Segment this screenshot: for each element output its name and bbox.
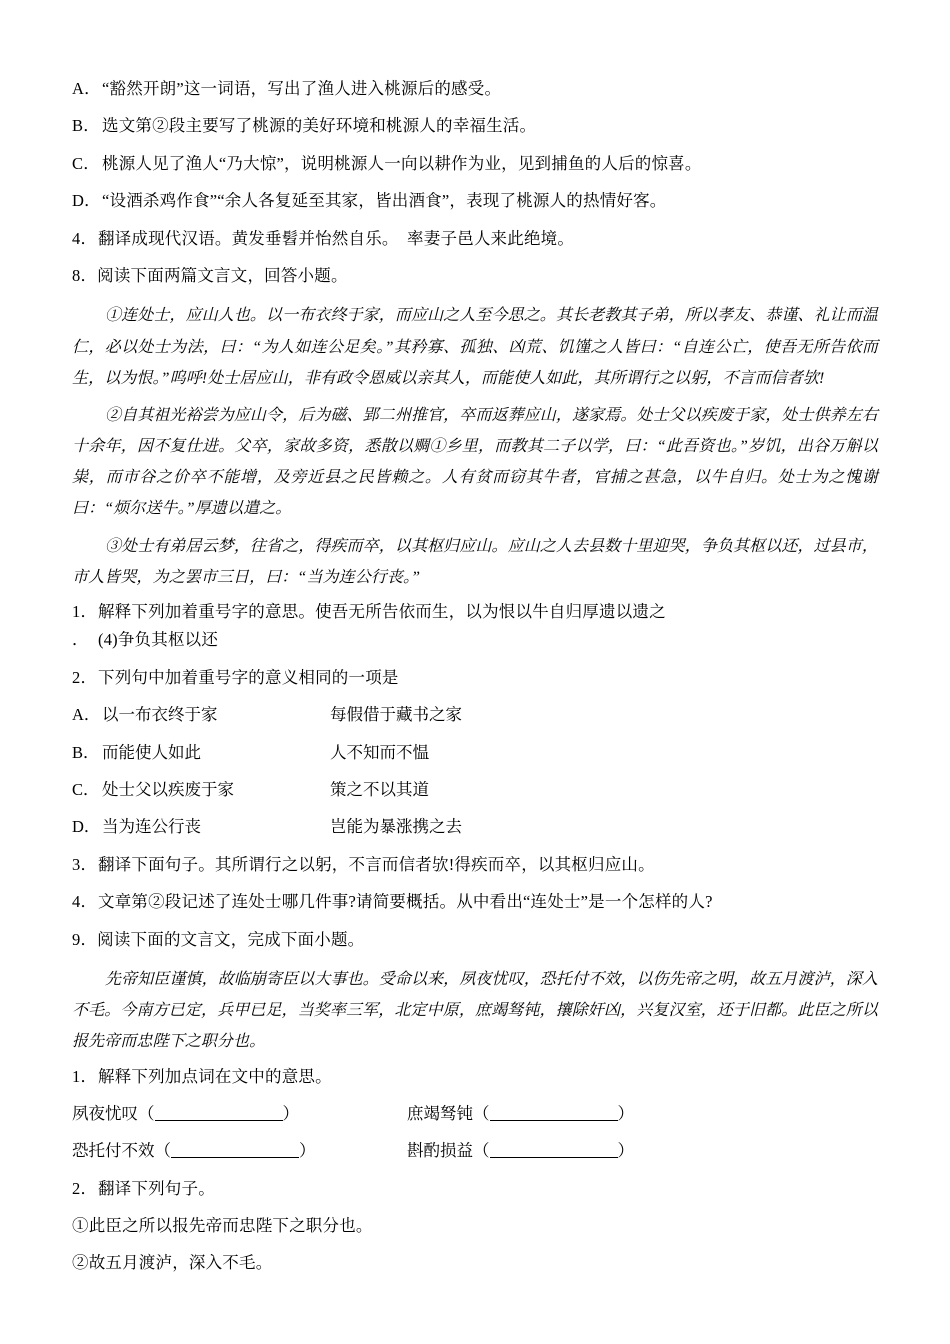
fill-row-2-right-close: ） (617, 1141, 634, 1161)
choice-c (72, 151, 878, 177)
choice-c-label: C． (72, 153, 100, 173)
question-9-translate-1: ①此臣之所以报先帝而忠陛下之职分也。 (72, 1216, 373, 1236)
choices-top-block (72, 76, 878, 215)
question-8-item-3-number: 3． (72, 854, 98, 874)
choice-c-text: 桃源人见了渔人“乃大惊”，说明桃源人一向以耕作为业，见到捕鱼的人后的惊喜。 (102, 153, 702, 173)
passage-8-paragraph-1: ①连处士，应山人也。以一布衣终于家，而应山之人至今思之。其长老教其子弟，所以孝友、恭谨、礼让而温仁，必以处士为法，曰：“为人如连公足矣。”其矜寡、孤独、凶荒、饥馑之人皆曰：“自连公亡，使吾无所告依而生，以为恨。”呜呼!处士居应山，非有政令恩威以亲其人，而能使人如此，其所谓行之以躬，不言而信者欤! (72, 307, 878, 387)
fill-row-1-right-blank[interactable] (490, 1103, 618, 1121)
question-8-item-2-text: 下列句中加着重号字的意义相同的一项是 (98, 667, 399, 687)
fill-row-1-left-blank[interactable] (155, 1103, 283, 1121)
option-pair-d (72, 814, 878, 840)
question-9-text: 阅读下面的文言文，完成下面小题。 (97, 929, 365, 949)
passage-8-paragraph-3: ③处士有弟居云梦，往省之，得疾而卒，以其枢归应山。应山之人去县数十里迎哭，争负其枢以还，过县市，市人皆哭，为之罢市三日，曰：“当为连公行丧。” (72, 537, 878, 586)
question-8-item-1-number: 1． (72, 602, 98, 622)
question-8-item-2 (72, 665, 878, 691)
question-4-top-number: 4． (72, 228, 98, 248)
fill-row-1-left-label: 夙夜忧叹（ (72, 1103, 155, 1123)
question-9-item-2-text: 翻译下列句子。 (98, 1178, 215, 1198)
fill-row-1-left-close: ） (282, 1103, 299, 1123)
fill-row-2-left-close: ） (299, 1141, 316, 1161)
option-pair-d-label: D． (72, 817, 101, 837)
passage-8-paragraph-2: ②自其祖光裕尝为应山令，后为磁、郢二州推官，卒而返葬应山，遂家焉。处士父以疾废于家，处士供养左右十余年，因不复仕进。父卒，家故多资，悉散以赒①乡里，而教其二子以学，曰：“此吾资也。”岁饥，出谷万斛以粜，而市谷之价卒不能增，及旁近县之民皆赖之。人有贫而窃其牛者，官捕之甚急，以牛自归。处士为之愧谢曰：“烦尔送牛。”厚遗以遣之。 (72, 406, 878, 518)
choice-b-label: B． (72, 116, 100, 136)
fill-row-2-left-label: 恐托付不效（ (72, 1141, 171, 1161)
question-8-item-2-number: 2． (72, 667, 98, 687)
question-9-item-1-number: 1． (72, 1066, 98, 1086)
fill-row-1-right-label: 庶竭驽钝（ (407, 1103, 490, 1123)
question-4-top-text: 翻译成现代汉语。黄发垂髫并怡然自乐。 率妻子邑人来此绝境。 (98, 228, 575, 248)
fill-row-1-right-close: ） (617, 1103, 634, 1123)
question-9-item-1 (72, 1064, 878, 1090)
fill-row-2-left (72, 1138, 407, 1164)
question-9-number: 9． (72, 929, 98, 949)
fill-row-1-right (407, 1101, 742, 1127)
option-pair-d-right: 岂能为暴涨携之去 (330, 817, 462, 837)
question-8-item-3 (72, 852, 878, 878)
question-8-item-4-number: 4． (72, 892, 98, 912)
question-4-top (72, 226, 878, 252)
option-pair-c-label: C． (72, 779, 100, 799)
option-pair-b-right: 人不知而不愠 (330, 742, 429, 762)
question-8-heading (72, 263, 878, 289)
question-9-item-2 (72, 1176, 878, 1202)
fill-row-2-right (407, 1138, 742, 1164)
fill-row-2 (72, 1138, 878, 1164)
fill-row-2-left-blank[interactable] (171, 1141, 299, 1159)
option-pair-b-left: 而能使人如此 (102, 742, 201, 762)
question-8-text: 阅读下面两篇文言文，回答小题。 (97, 265, 348, 285)
option-pair-b (72, 740, 878, 766)
choice-d (72, 188, 878, 214)
choice-d-text: “设酒杀鸡作食”“余人各复延至其家，皆出酒食”，表现了桃源人的热情好客。 (102, 191, 667, 211)
question-8-item-1-text: 解释下列加着重号字的意思。使吾无所告依而生，以为恨以牛自归厚遗以遗之 (98, 602, 666, 622)
question-9-item-1-text: 解释下列加点词在文中的意思。 (98, 1066, 332, 1086)
choice-d-label: D． (72, 191, 101, 211)
fill-row-1-left (72, 1101, 407, 1127)
option-pair-d-left: 当为连公行丧 (102, 817, 201, 837)
question-8-number: 8． (72, 265, 98, 285)
option-pair-a (72, 702, 878, 728)
question-8-item-3-text: 翻译下面句子。其所谓行之以躬，不言而信者欤!得疾而卒，以其枢归应山。 (98, 854, 655, 874)
question-8-item-1 (72, 599, 878, 625)
choice-a-label: A． (72, 79, 101, 98)
question-8-item-1-continued-number: ． (72, 630, 89, 650)
option-pair-a-left: 以一布衣终于家 (102, 705, 218, 725)
fill-row-2-right-blank[interactable] (490, 1141, 618, 1159)
option-pair-c-right: 策之不以其道 (330, 779, 429, 799)
question-9-translate-2: ②故五月渡泸，深入不毛。 (72, 1253, 273, 1273)
choice-a-text: “豁然开朗”这一词语，写出了渔人进入桃源后的感受。 (102, 79, 502, 98)
question-8-item-4 (72, 889, 878, 915)
option-pair-c (72, 777, 878, 803)
question-8-item-1-continued (72, 627, 878, 653)
option-pair-a-right: 每假借于藏书之家 (330, 705, 462, 725)
fill-row-2-right-label: 斟酌损益（ (407, 1141, 490, 1161)
choice-b-text: 选文第②段主要写了桃源的美好环境和桃源人的幸福生活。 (102, 116, 537, 136)
passage-9: 先帝知臣谨慎，故临崩寄臣以大事也。受命以来，夙夜忧叹，恐托付不效，以伤先帝之明，故五月渡泸，深入不毛。今南方已定，兵甲已足，当奖率三军，北定中原，庶竭驽钝，攘除奸凶，兴复汉室，还于旧都。此臣之所以报先帝而忠陛下之职分也。 (72, 970, 878, 1051)
question-8-item-1-continued-text: (4)争负其枢以还 (98, 630, 219, 650)
option-pair-b-label: B． (72, 742, 100, 762)
option-pair-a-label: A． (72, 705, 101, 725)
choice-b (72, 113, 878, 139)
question-9-heading (72, 927, 878, 953)
fill-row-1 (72, 1101, 878, 1127)
choice-a (72, 76, 878, 102)
question-8-option-pairs (72, 702, 878, 841)
question-8-item-4-text: 文章第②段记述了连处士哪几件事?请简要概括。从中看出“连处士”是一个怎样的人? (98, 892, 713, 912)
question-9-item-2-number: 2． (72, 1178, 98, 1198)
option-pair-c-left: 处士父以疾废于家 (102, 779, 234, 799)
